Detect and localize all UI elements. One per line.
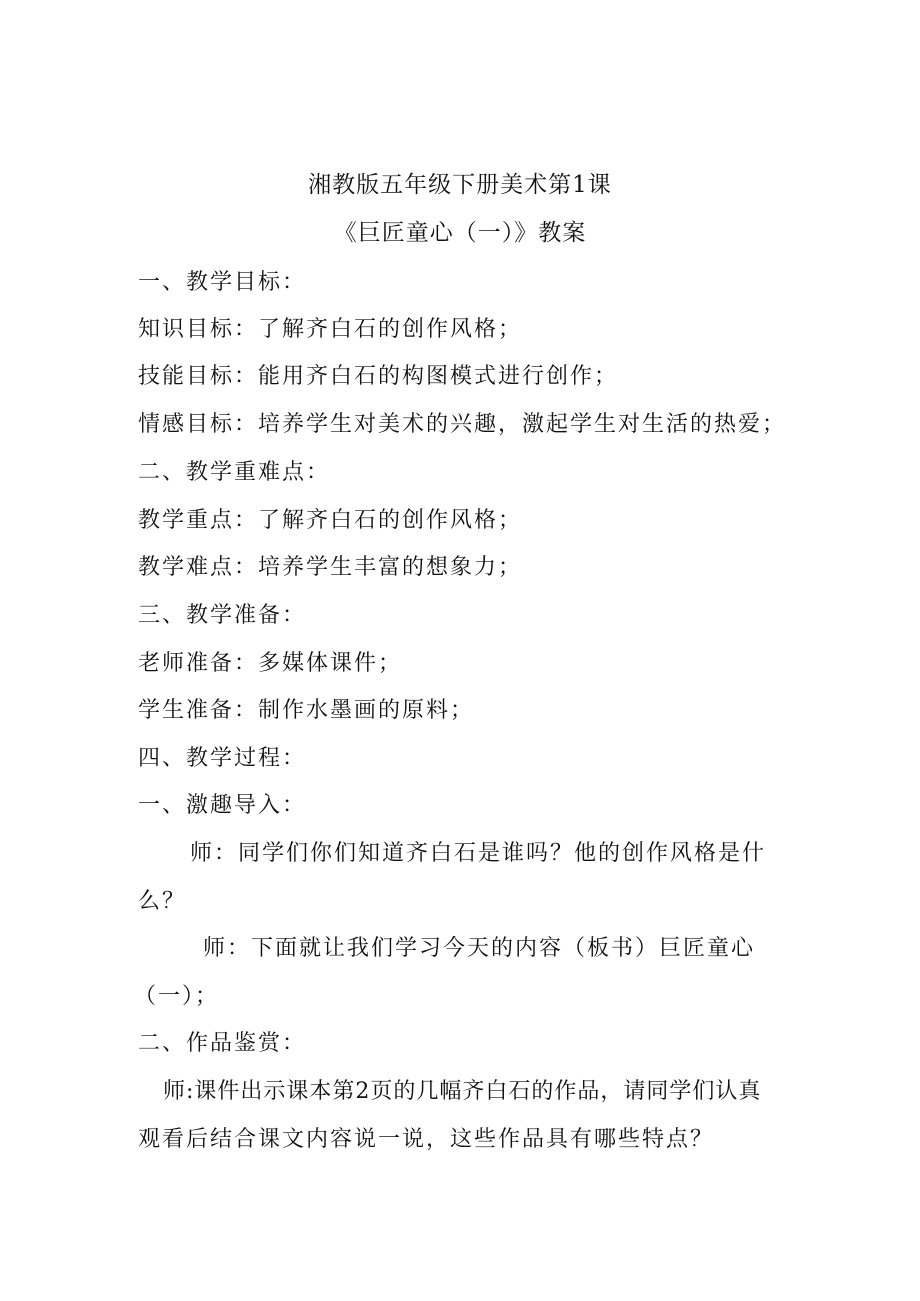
text-line: 技能目标：能用齐白石的构图模式进行创作； — [138, 364, 619, 389]
text-line: 老师准备：多媒体课件； — [138, 651, 403, 676]
section-heading: 一、激趣导入： — [138, 793, 307, 818]
text-line: 教学重点：了解齐白石的创作风格； — [138, 508, 523, 533]
text-line: 观看后结合课文内容说一说，这些作品具有哪些特点？ — [138, 1127, 715, 1152]
section-heading: 二、作品鉴赏： — [138, 1031, 307, 1056]
text-line: 情感目标：培养学生对美术的兴趣，激起学生对生活的热爱； — [138, 412, 787, 437]
text-line: 学生准备：制作水墨画的原料； — [138, 698, 475, 723]
document-title: 湘教版五年级下册美术第1课 — [308, 172, 612, 198]
text-line: 知识目标：了解齐白石的创作风格； — [138, 317, 523, 342]
text-line: 么？ — [138, 889, 187, 914]
text-line: 师:课件出示课本第2页的几幅齐白石的作品，请同学们认真 — [163, 1079, 762, 1104]
section-heading: 一、教学目标： — [138, 270, 307, 295]
section-heading: 三、教学准备： — [138, 603, 307, 628]
section-heading: 二、教学重难点： — [138, 460, 331, 485]
text-line: 师：同学们你们知道齐白石是谁吗？他的创作风格是什 — [190, 841, 767, 866]
text-line: 教学难点：培养学生丰富的想象力； — [138, 555, 523, 580]
text-line: （一）； — [134, 984, 220, 1009]
section-heading: 四、教学过程： — [138, 746, 307, 771]
document-subtitle: 《巨匠童心（一）》教案 — [333, 220, 587, 246]
text-line: 师：下面就让我们学习今天的内容（板书）巨匠童心 — [203, 936, 756, 961]
